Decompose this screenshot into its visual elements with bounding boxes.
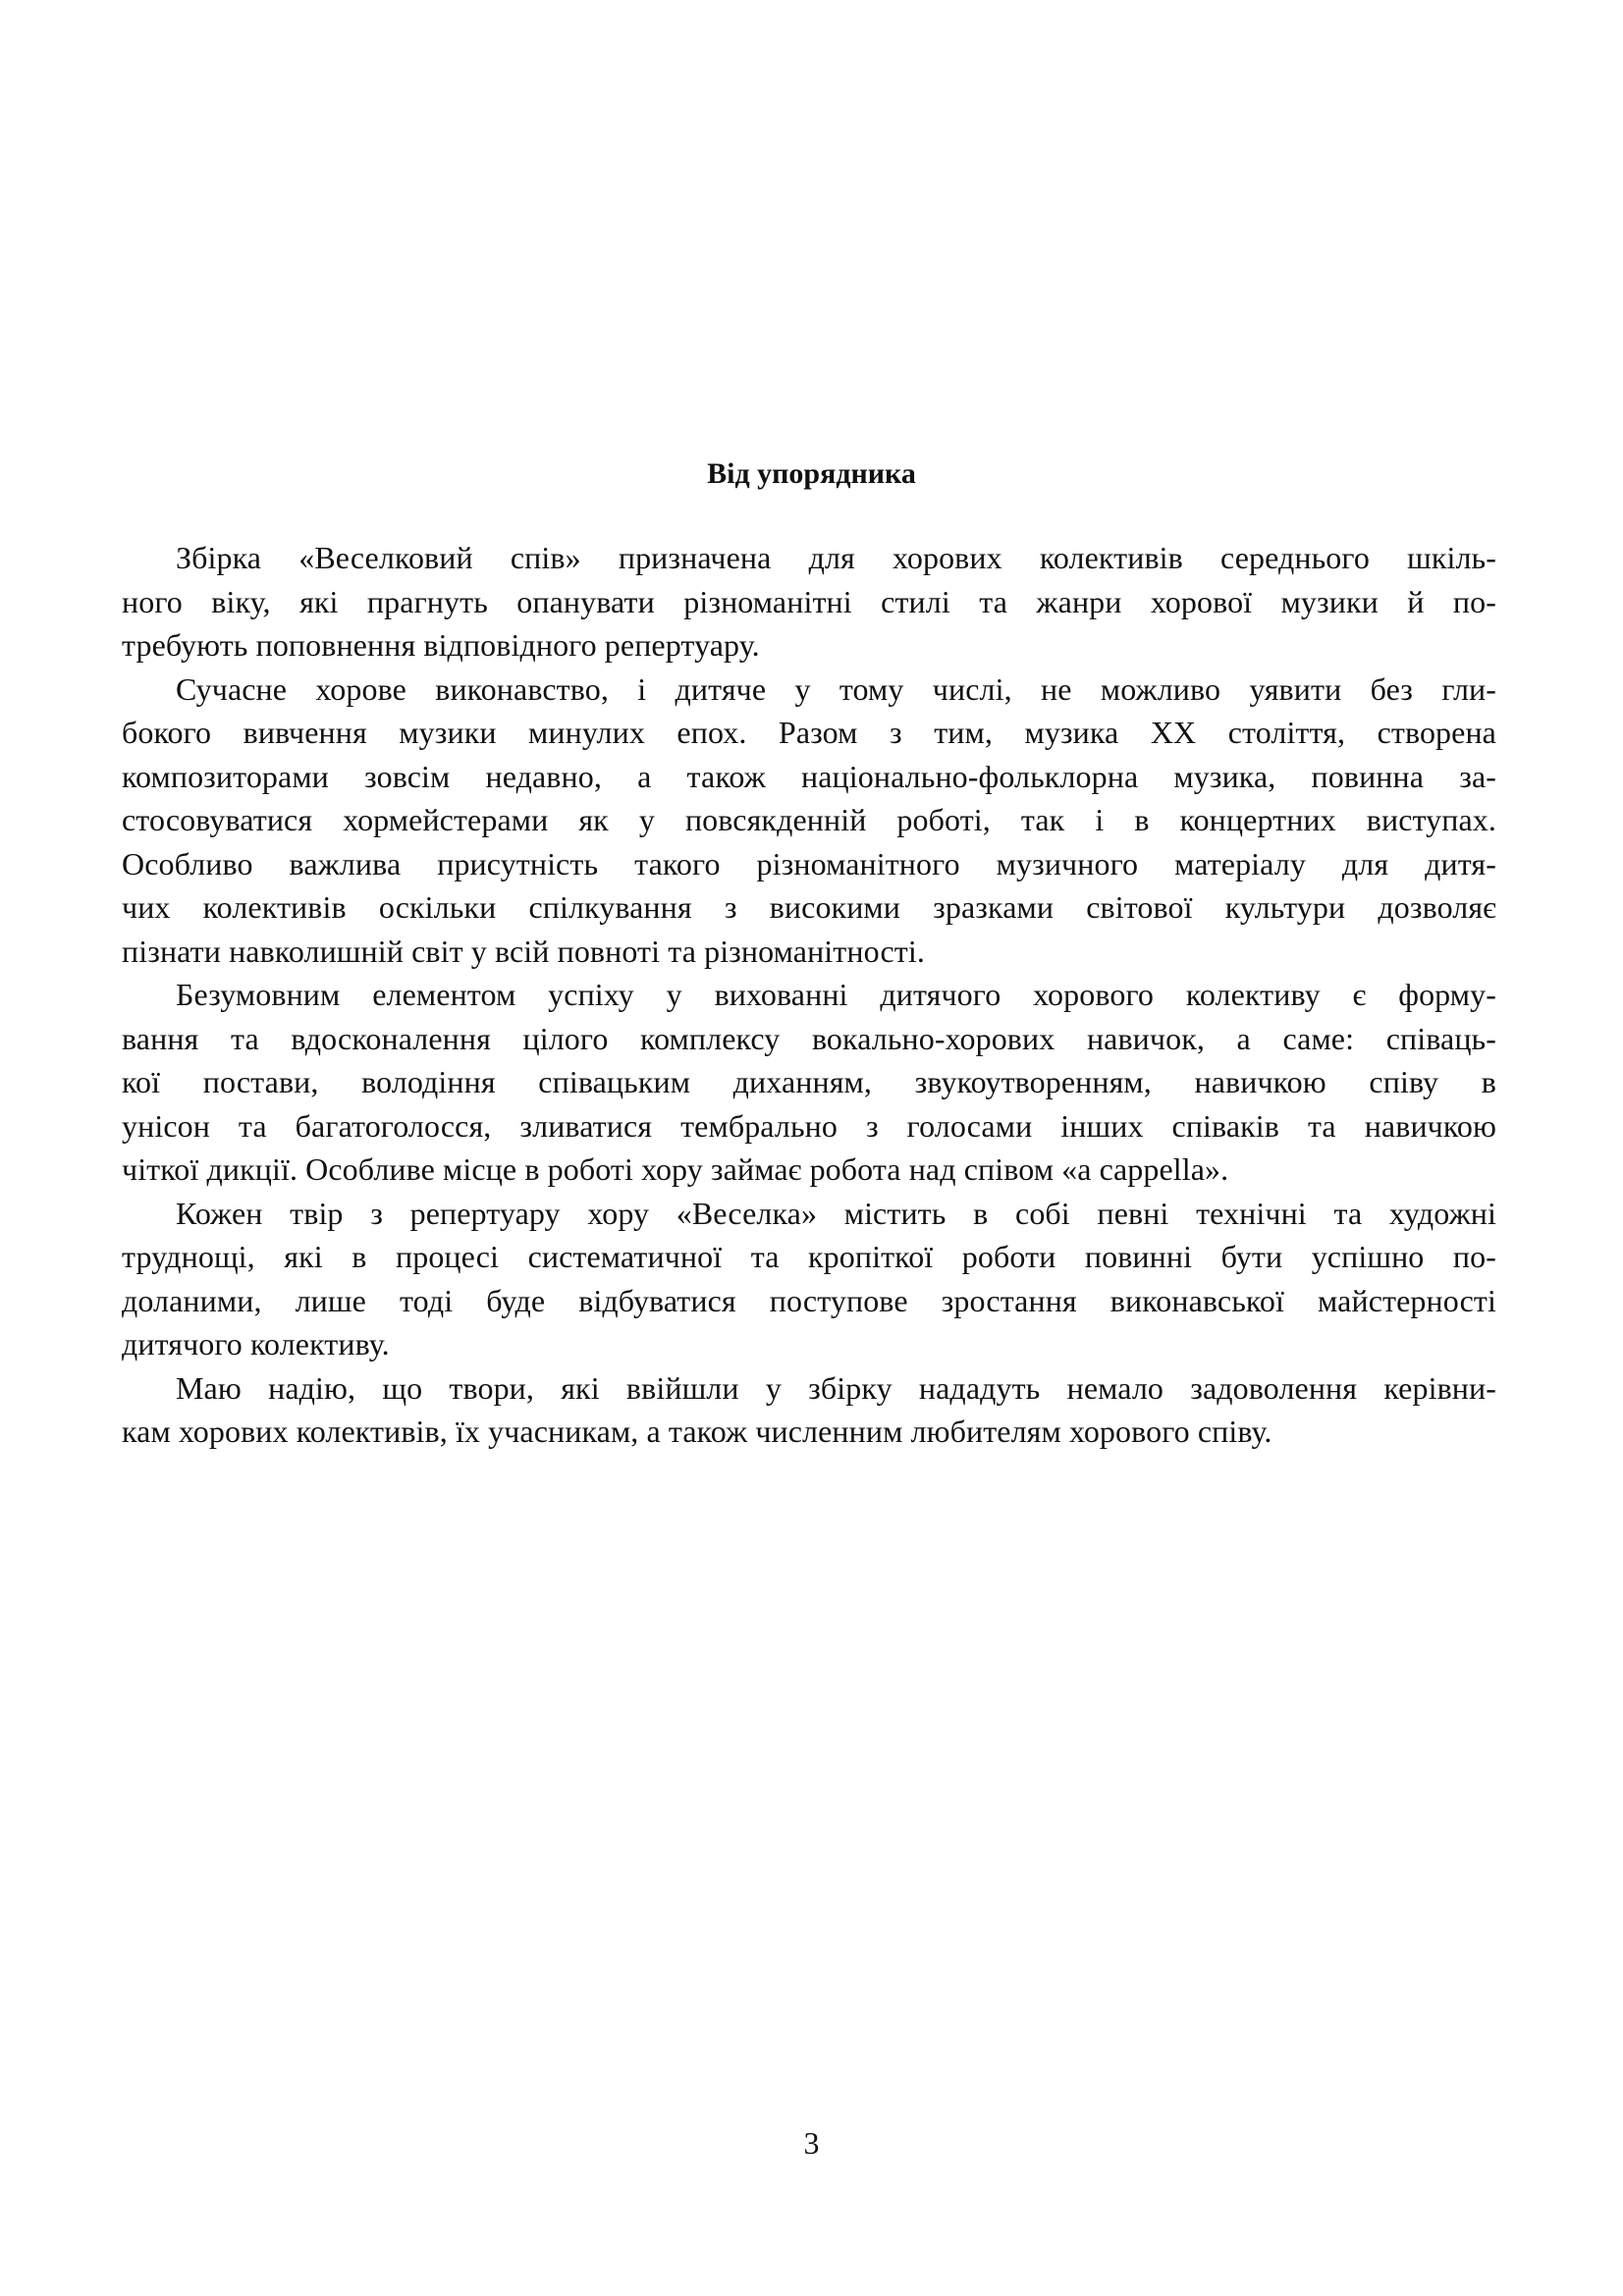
body-text bbox=[122, 536, 1496, 1454]
text-line: бокого вивчення музики минулих епох. Разом з тим, музика ХХ століття, створена bbox=[122, 715, 1496, 750]
text-line: Безумовним елементом успіху у вихованні дитячого хорового колективу є форму- bbox=[176, 977, 1496, 1012]
text-line: унісон та багатоголосся, зливатися тембрально з голосами інших співаків та навичкою bbox=[122, 1107, 1496, 1144]
text-line: Маю надію, що твори, які ввійшли у збірку нададуть немало задоволення керівни- bbox=[176, 1369, 1496, 1406]
paragraph bbox=[122, 1192, 1496, 1366]
text-line: чіткої дикції. Особливе місце в роботі хору займає робота над співом «a cappella». bbox=[122, 1151, 1229, 1187]
paragraph bbox=[122, 536, 1496, 667]
text-line: Кожен твір з репертуару хору «Веселка» містить в собі певні технічні та художні bbox=[176, 1195, 1496, 1231]
text-line: кої постави, володіння співацьким диханням, звукоутворенням, навичкою співу в bbox=[122, 1064, 1496, 1099]
text-line: дитячого колективу. bbox=[122, 1326, 390, 1362]
text-line: доланими, лише тоді буде відбуватися поступове зростання виконавської майстерності bbox=[122, 1282, 1496, 1318]
text-line: Збірка «Веселковий спів» призначена для хорових колективів середнього шкіль- bbox=[176, 540, 1496, 575]
section-heading: Від упорядника bbox=[707, 457, 916, 490]
text-line: вання та вдосконалення цілого комплексу вокально-хорових навичок, а саме: співаць- bbox=[122, 1020, 1496, 1056]
text-line: композиторами зовсім недавно, а також національно-фольклорна музика, повинна за- bbox=[122, 758, 1496, 794]
text-line: труднощі, які в процесі систематичної та кропіткої роботи повинні бути успішно по- bbox=[122, 1239, 1496, 1274]
text-line: ного віку, які прагнуть опанувати різноманітні стилі та жанри хорової музики й по- bbox=[122, 583, 1496, 619]
text-line: стосовуватися хормейстерами як у повсякденній роботі, так і в концертних виступах. bbox=[122, 802, 1496, 837]
paragraph bbox=[122, 667, 1496, 974]
text-line: Особливо важлива присутність такого різноманітного музичного матеріалу для дитя- bbox=[122, 845, 1496, 881]
text-line: пізнати навколишній світ у всій повноті та різноманітності. bbox=[122, 933, 925, 969]
text-line: чих колективів оскільки спілкування з високими зразками світової культури дозволяє bbox=[122, 889, 1496, 925]
paragraph bbox=[122, 1366, 1496, 1454]
text-line: Сучасне хорове виконавство, і дитяче у тому числі, не можливо уявити без гли- bbox=[176, 670, 1496, 707]
text-line: кам хорових колективів, їх учасникам, а також численним любителям хорового співу. bbox=[122, 1414, 1272, 1449]
text-line: требують поповнення відповідного репертуару. bbox=[122, 627, 760, 663]
paragraph bbox=[122, 973, 1496, 1192]
page-number: 3 bbox=[803, 2125, 820, 2161]
